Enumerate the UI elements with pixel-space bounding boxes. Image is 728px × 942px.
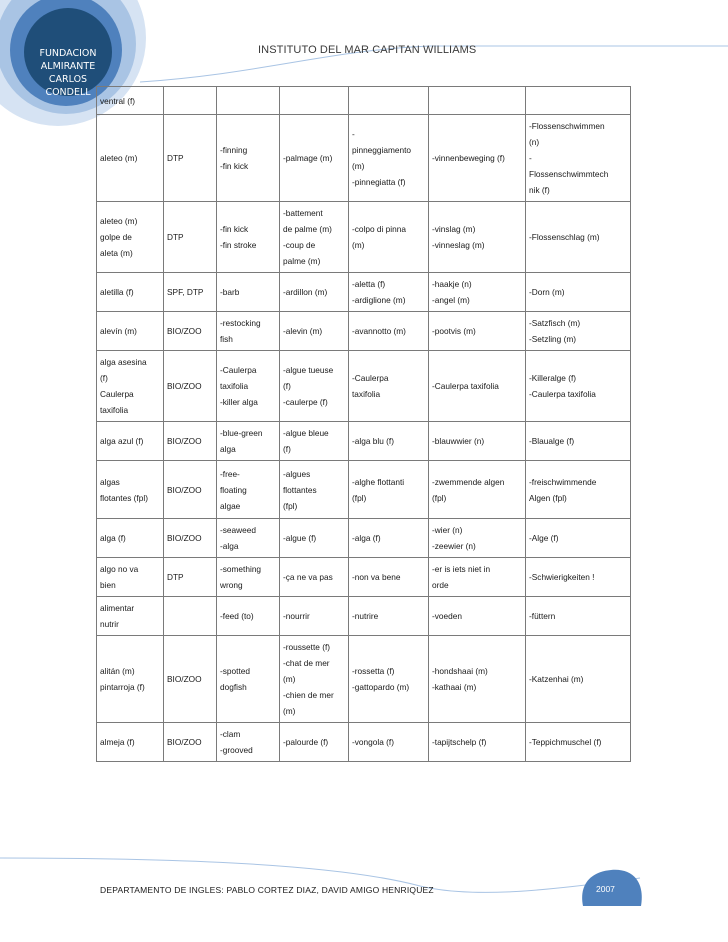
cell-line: -zwemmende algen [432,476,505,487]
cell-line: -Caulerpa [220,365,257,375]
cell-line: -spotted [220,666,250,676]
table-cell [429,115,526,202]
table-cell [164,519,217,558]
table-cell [526,519,631,558]
table-cell [164,351,217,422]
table-cell [280,461,349,519]
table-row [97,461,631,519]
table-cell [97,519,164,558]
glossary-body [97,87,631,762]
cell-line: -battement [283,208,323,218]
cell-line: -avannotto (m) [352,326,406,336]
table-cell [97,115,164,202]
cell-line: nik (f) [529,185,550,195]
cell-line: -ça ne va pas [283,572,333,582]
table-cell [280,202,349,273]
table-row [97,202,631,273]
table-cell [217,597,280,636]
table-cell [429,461,526,519]
table-cell [429,723,526,762]
cell-line: orde [432,580,449,590]
cell-line: -nourrir [283,611,310,621]
table-cell [164,597,217,636]
table-cell [280,723,349,762]
table-row [97,558,631,597]
table-cell [349,115,429,202]
cell-line: -er is iets niet in [432,564,491,574]
table-row [97,723,631,762]
table-cell [349,422,429,461]
cell-line: -blauwwier (n) [432,436,485,446]
table-cell [217,87,280,115]
cell-line: aleteo (m) [100,153,138,163]
cell-line: -alevin (m) [283,326,323,336]
cell-line: -Flossenschlag (m) [529,232,600,242]
table-cell [349,351,429,422]
cell-line: (m) [352,161,365,171]
cell-line: dogfish [220,682,247,692]
cell-line: alga [220,444,236,454]
table-cell [429,636,526,723]
table-cell [349,312,429,351]
cell-line: -finning [220,145,248,155]
table-cell [429,87,526,115]
table-cell [97,636,164,723]
cell-line: aletilla (f) [100,287,134,297]
table-cell [349,597,429,636]
table-row [97,422,631,461]
cell-line: -caulerpe (f) [283,397,328,407]
table-cell [217,461,280,519]
cell-line: -füttern [529,611,556,621]
table-cell [526,202,631,273]
table-cell [349,461,429,519]
cell-line: -algue tueuse [283,365,334,375]
table-cell [280,597,349,636]
cell-line: taxifolia [220,381,249,391]
cell-line: -palmage (m) [283,153,333,163]
table-row [97,273,631,312]
cell-line: -nutrire [352,611,379,621]
table-cell [164,115,217,202]
table-cell [280,273,349,312]
cell-line: (m) [283,674,296,684]
cell-line: -gattopardo (m) [352,682,410,692]
table-cell [217,202,280,273]
table-row [97,87,631,115]
cell-line: -Teppichmuschel (f) [529,737,602,747]
cell-line: BIO/ZOO [167,326,202,336]
cell-line: golpe de [100,232,132,242]
table-cell [97,351,164,422]
cell-line: wrong [220,580,243,590]
cell-line: -hondshaai (m) [432,666,488,676]
cell-line: -pootvis (m) [432,326,476,336]
cell-line: -chien de mer [283,690,334,700]
table-cell [526,351,631,422]
table-cell [164,202,217,273]
cell-line: -Caulerpa [352,373,389,383]
table-cell [217,312,280,351]
cell-line: -alghe flottanti [352,476,405,487]
cell-line: -kathaai (m) [432,682,477,692]
cell-line: (fpl) [283,500,298,511]
cell-line: (f) [283,381,291,391]
table-cell [526,636,631,723]
table-cell [280,87,349,115]
cell-line: Algen (fpl) [529,492,567,503]
cell-line: pinneggiamento [352,145,412,155]
cell-line: -rossetta (f) [352,666,395,676]
table-cell [217,558,280,597]
year-label: 2007 [596,884,615,894]
cell-line: -restocking [220,318,261,328]
cell-line: Flossenschwimmtech [529,169,609,179]
cell-line: -algues [283,468,311,479]
cell-line: alga azul (f) [100,436,144,446]
cell-line: -tapijtschelp (f) [432,737,487,747]
table-cell [217,273,280,312]
cell-line: aleteo (m) [100,216,138,226]
cell-line: aleta (m) [100,248,133,258]
table-cell [217,519,280,558]
org-line: FUNDACION [39,48,97,59]
cell-line: -feed (to) [220,611,254,621]
table-cell [217,115,280,202]
cell-line: -barb [220,287,240,297]
table-row [97,351,631,422]
table-row [97,519,631,558]
cell-line: -fin kick [220,224,249,234]
table-cell [164,87,217,115]
footer-credits: DEPARTAMENTO DE INGLES: PABLO CORTEZ DIAZ, DAVID AMIGO HENRIQUEZ [100,885,434,895]
cell-line: -vinslag (m) [432,224,476,234]
cell-line: -vongola (f) [352,737,394,747]
table-cell [280,351,349,422]
table-cell [280,422,349,461]
cell-line: taxifolia [352,389,381,399]
cell-line: -Caulerpa taxifolia [432,381,499,391]
cell-line: BIO/ZOO [167,381,202,391]
table-cell [164,636,217,723]
table-cell [429,273,526,312]
cell-line: -zeewier (n) [432,541,476,551]
cell-line: - [352,129,355,139]
cell-line: (fpl) [352,492,367,503]
cell-line: - [529,153,532,163]
cell-line: pintarroja (f) [100,682,145,692]
table-cell [429,422,526,461]
cell-line: -alga [220,541,239,551]
cell-line: -Schwierigkeiten ! [529,572,595,582]
cell-line: BIO/ZOO [167,674,202,684]
org-line: CONDELL [45,87,91,98]
cell-line: -coup de [283,240,316,250]
cell-line: BIO/ZOO [167,484,202,495]
table-cell [349,519,429,558]
cell-line: -Blaualge (f) [529,436,575,446]
cell-line: -freischwimmende [529,476,597,487]
table-cell [217,351,280,422]
cell-line: ventral (f) [100,95,136,106]
cell-line: alimentar [100,603,135,613]
table-cell [280,636,349,723]
cell-line: palme (m) [283,256,321,266]
cell-line: -chat de mer [283,658,330,668]
cell-line: -vinneslag (m) [432,240,485,250]
table-cell [349,636,429,723]
cell-line: (n) [529,137,540,147]
table-cell [280,312,349,351]
cell-line: -vinnenbeweging (f) [432,153,505,163]
table-cell [429,597,526,636]
table-cell [526,422,631,461]
table-cell [97,202,164,273]
cell-line: -alga (f) [352,533,381,543]
cell-line: -Caulerpa taxifolia [529,389,596,399]
cell-line: taxifolia [100,405,129,415]
cell-line: -voeden [432,611,462,621]
cell-line: bien [100,580,116,590]
table-cell [429,202,526,273]
cell-line: fish [220,334,233,344]
cell-line: -something [220,564,262,574]
cell-line: -colpo di pinna [352,224,406,234]
cell-line: -grooved [220,745,253,755]
table-cell [280,115,349,202]
cell-line: -seaweed [220,525,256,535]
table-cell [280,519,349,558]
cell-line: -alga blu (f) [352,436,394,446]
cell-line: floating [220,484,247,495]
cell-line: -roussette (f) [283,642,331,652]
table-cell [97,597,164,636]
cell-line: -blue-green [220,428,263,438]
cell-line: alevín (m) [100,326,137,336]
cell-line: -wier (n) [432,525,463,535]
table-cell [526,115,631,202]
cell-line: de palme (m) [283,224,332,234]
cell-line: -Setzling (m) [529,334,577,344]
cell-line: -Katzenhai (m) [529,674,584,684]
cell-line: -free- [220,468,240,479]
cell-line: -algue (f) [283,533,317,543]
cell-line: BIO/ZOO [167,436,202,446]
cell-line: BIO/ZOO [167,737,202,747]
glossary-table [96,86,631,762]
cell-line: -haakje (n) [432,279,472,289]
table-row [97,115,631,202]
table-cell [164,312,217,351]
table-cell [97,723,164,762]
table-cell [164,723,217,762]
cell-line: DTP [167,232,184,242]
table-cell [164,273,217,312]
table-cell [97,422,164,461]
cell-line: -angel (m) [432,295,470,305]
cell-line: -killer alga [220,397,258,407]
table-cell [526,558,631,597]
cell-line: -non va bene [352,572,401,582]
cell-line: DTP [167,572,184,582]
table-cell [217,636,280,723]
cell-line: -fin kick [220,161,249,171]
cell-line: (m) [352,240,365,250]
table-cell [97,87,164,115]
table-cell [526,597,631,636]
table-row [97,312,631,351]
cell-line: flotantes (fpl) [100,492,148,503]
table-cell [97,273,164,312]
table-cell [526,87,631,115]
cell-line: alitán (m) [100,666,135,676]
cell-line: nutrir [100,619,119,629]
cell-line: -algue bleue [283,428,329,438]
table-cell [280,558,349,597]
org-line: CARLOS [48,74,88,85]
cell-line: alga (f) [100,533,126,543]
org-line: ALMIRANTE [40,61,96,72]
table-cell [164,422,217,461]
table-cell [526,461,631,519]
cell-line: -aletta (f) [352,279,386,289]
table-cell [526,312,631,351]
cell-line: -Dorn (m) [529,287,565,297]
table-cell [349,558,429,597]
cell-line: Caulerpa [100,389,134,399]
table-cell [97,312,164,351]
table-cell [526,723,631,762]
table-cell [429,519,526,558]
cell-line: algae [220,500,241,511]
cell-line: alga asesina [100,357,147,367]
table-cell [164,558,217,597]
cell-line: -Satzfisch (m) [529,318,581,328]
cell-line: algo no va [100,564,139,574]
table-cell [349,87,429,115]
table-cell [164,461,217,519]
page-title: INSTITUTO DEL MAR CAPITAN WILLIAMS [258,44,477,56]
cell-line: flottantes [283,484,317,495]
cell-line: -ardiglione (m) [352,295,406,305]
cell-line: -fin stroke [220,240,257,250]
table-row [97,636,631,723]
cell-line: -ardillon (m) [283,287,328,297]
table-cell [97,461,164,519]
cell-line: -Killeralge (f) [529,373,577,383]
table-cell [217,422,280,461]
table-cell [349,723,429,762]
cell-line: (fpl) [432,492,447,503]
cell-line: DTP [167,153,184,163]
table-cell [429,558,526,597]
cell-line: SPF, DTP [167,287,204,297]
table-cell [217,723,280,762]
cell-line: -Alge (f) [529,533,559,543]
cell-line: -palourde (f) [283,737,329,747]
cell-line: (m) [283,706,296,716]
table-row [97,597,631,636]
table-cell [97,558,164,597]
cell-line: (f) [283,444,291,454]
cell-line: almeja (f) [100,737,135,747]
cell-line: -pinnegiatta (f) [352,177,406,187]
table-cell [349,273,429,312]
table-cell [349,202,429,273]
cell-line: algas [100,476,120,487]
table-cell [429,351,526,422]
table-cell [526,273,631,312]
table-cell [429,312,526,351]
cell-line: (f) [100,373,108,383]
cell-line: -Flossenschwimmen [529,121,605,131]
cell-line: BIO/ZOO [167,533,202,543]
cell-line: -clam [220,729,241,739]
